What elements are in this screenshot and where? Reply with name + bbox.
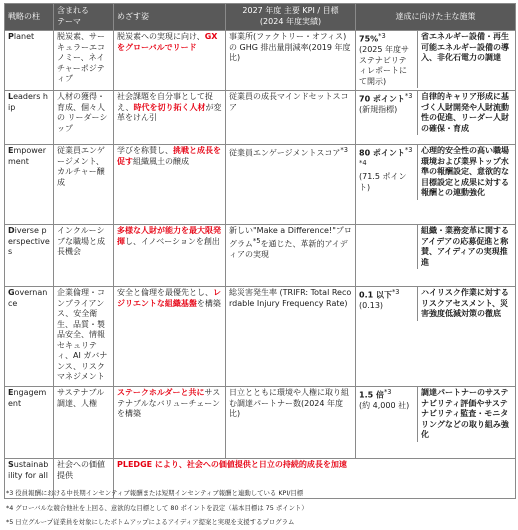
kpi-measures-split [356, 145, 516, 225]
header-pillar: 戦略の柱 [5, 4, 54, 31]
pledge-statement: PLEDGE により、社会への価値提供と日立の持続的成長を加速 [114, 459, 516, 499]
pillar-cell: Sustainability for all [5, 459, 54, 499]
vision-cell: 学びを称賛し、挑戦と成長を促す組織風土の醸成 [114, 145, 226, 225]
vision-cell: ステークホルダーと共にサステナブルなバリューチェーンを構築 [114, 387, 226, 459]
kpi-desc-cell: 従業員エンゲージメントスコア$^{*3}$ [226, 145, 356, 225]
theme-cell: 脱炭素、サーキュラーエコノミー、ネイチャーポジティブ [54, 31, 114, 91]
table-row [5, 387, 516, 459]
kpi-desc-cell: 新しい"Make a Difference!"プログラム$^{*5}$を通じた、革新的アイディアの実現 [226, 225, 356, 287]
header-theme: 含まれる テーマ [54, 4, 114, 31]
theme-cell: サステナブル調達、人権 [54, 387, 114, 459]
vision-cell: 社会課題を自分事として捉え、時代を切り拓く人材が変革をけん引 [114, 91, 226, 145]
table-row [5, 287, 516, 387]
measures-cell: 調達パートナーのサステナビリティ評価やサステナビリティ監査・モニタリングなどの取り組み強化 [421, 388, 509, 440]
table-row [5, 225, 516, 287]
measures-cell: ハイリスク作業に対するリスクアセスメント、災害強度低減対策の徹底 [421, 288, 509, 319]
footnote: *4 グローバルな競合他社を上回る、意欲的な目標として 80 ポイントを設定（基本目標は 75 ポイント） [6, 503, 308, 512]
pillar-cell: Planet [5, 31, 54, 91]
kpi-target-cell: 70 ポイント$^{*3}$ (新規指標) [356, 91, 418, 135]
header-measures: 達成に向けた主な施策 [356, 4, 516, 31]
measures-cell: 自律的キャリア形成に基づく人財開発や人財流動性の促進、リーダー人財の確保・育成 [421, 92, 509, 133]
theme-cell: 社会への価値提供 [54, 459, 114, 499]
kpi-measures-split [356, 91, 516, 145]
pillar-cell: Empowerment [5, 145, 54, 225]
kpi-measures-split [356, 225, 516, 287]
kpi-desc-cell: 総災害発生率 (TRIFR: Total Recordable Injury Frequency Rate) [226, 287, 356, 387]
header-row [5, 4, 516, 31]
kpi-table [4, 3, 516, 499]
table-row [5, 31, 516, 91]
kpi-target-cell: 1.5 倍$^{*3}$ (約 4,000 社) [356, 387, 418, 442]
kpi-desc-cell: 事業所(ファクトリー・オフィス)の GHG 排出量削減率(2019 年度比) [226, 31, 356, 91]
vision-cell: 脱炭素への実現に向け、GX をグローバルでリード [114, 31, 226, 91]
vision-cell: 多様な人財が能力を最大限発揮し、イノベーションを創出 [114, 225, 226, 287]
pillar-cell: Diverse perspectives [5, 225, 54, 287]
table-row [5, 145, 516, 225]
measures-cell: 省エネルギー設備・再生可能エネルギー設備の導入、非化石電力の調達 [421, 32, 509, 63]
kpi-measures-split [356, 31, 516, 91]
vision-cell: 安全と倫理を最優先とし、レジリエントな組織基盤を構築 [114, 287, 226, 387]
theme-cell: インクルーシブな職場と成長機会 [54, 225, 114, 287]
kpi-target-cell: 75%$^{*3}$ (2025 年度サステナビリティレポートにて開示) [356, 31, 418, 88]
pillar-cell: Engagement [5, 387, 54, 459]
kpi-measures-split [356, 387, 516, 459]
pillar-cell: Governance [5, 287, 54, 387]
kpi-target-cell: 80 ポイント$^{*3*4}$ (71.5 ポイント) [356, 145, 418, 200]
measures-cell: 心理的安全性の高い職場環境および業界トップ水準の報酬設定、意欲的な目標設定と成果に対する報酬との連動強化 [421, 146, 509, 198]
theme-cell: 従業員エンゲージメント、カルチャー醸成 [54, 145, 114, 225]
header-vision: めざす姿 [114, 4, 226, 31]
pillar-cell: Leaders hip [5, 91, 54, 145]
kpi-target-cell [356, 225, 418, 269]
table-row [5, 91, 516, 145]
measures-cell: 組織・業務変革に関するアイデアの応募促進と称賛、アイディアの実現推進 [421, 226, 509, 267]
header-kpi: 2027 年度 主要 KPI / 目標 (2024 年度実績) [226, 4, 356, 31]
kpi-measures-split [356, 287, 516, 387]
kpi-desc-cell: 従業員の成長マインドセットスコア [226, 91, 356, 145]
footnote: *3 役員報酬における中長期インセンティブ報酬または短期インセンティブ報酬と連動している KPI/目標 [6, 489, 304, 497]
footnotes [6, 486, 514, 530]
theme-cell: 人材の獲得・育成、個々人の リーダーシップ [54, 91, 114, 145]
theme-cell: 企業倫理・コンプライアンス、安全衛生、品質・製品安全、情報セキュリティ、AI ガバナンス、リスクマネジメント [54, 287, 114, 387]
kpi-desc-cell: 日立とともに環境や人権に取り組む調達パートナー数(2024 年度比) [226, 387, 356, 459]
footnote: *5 日立グループ従業員を対象にしたボトムアップによるアイディア提案と実現を支援するプログラム [6, 518, 295, 526]
kpi-target-cell: 0.1 以下$^{*3}$ (0.13) [356, 287, 418, 321]
